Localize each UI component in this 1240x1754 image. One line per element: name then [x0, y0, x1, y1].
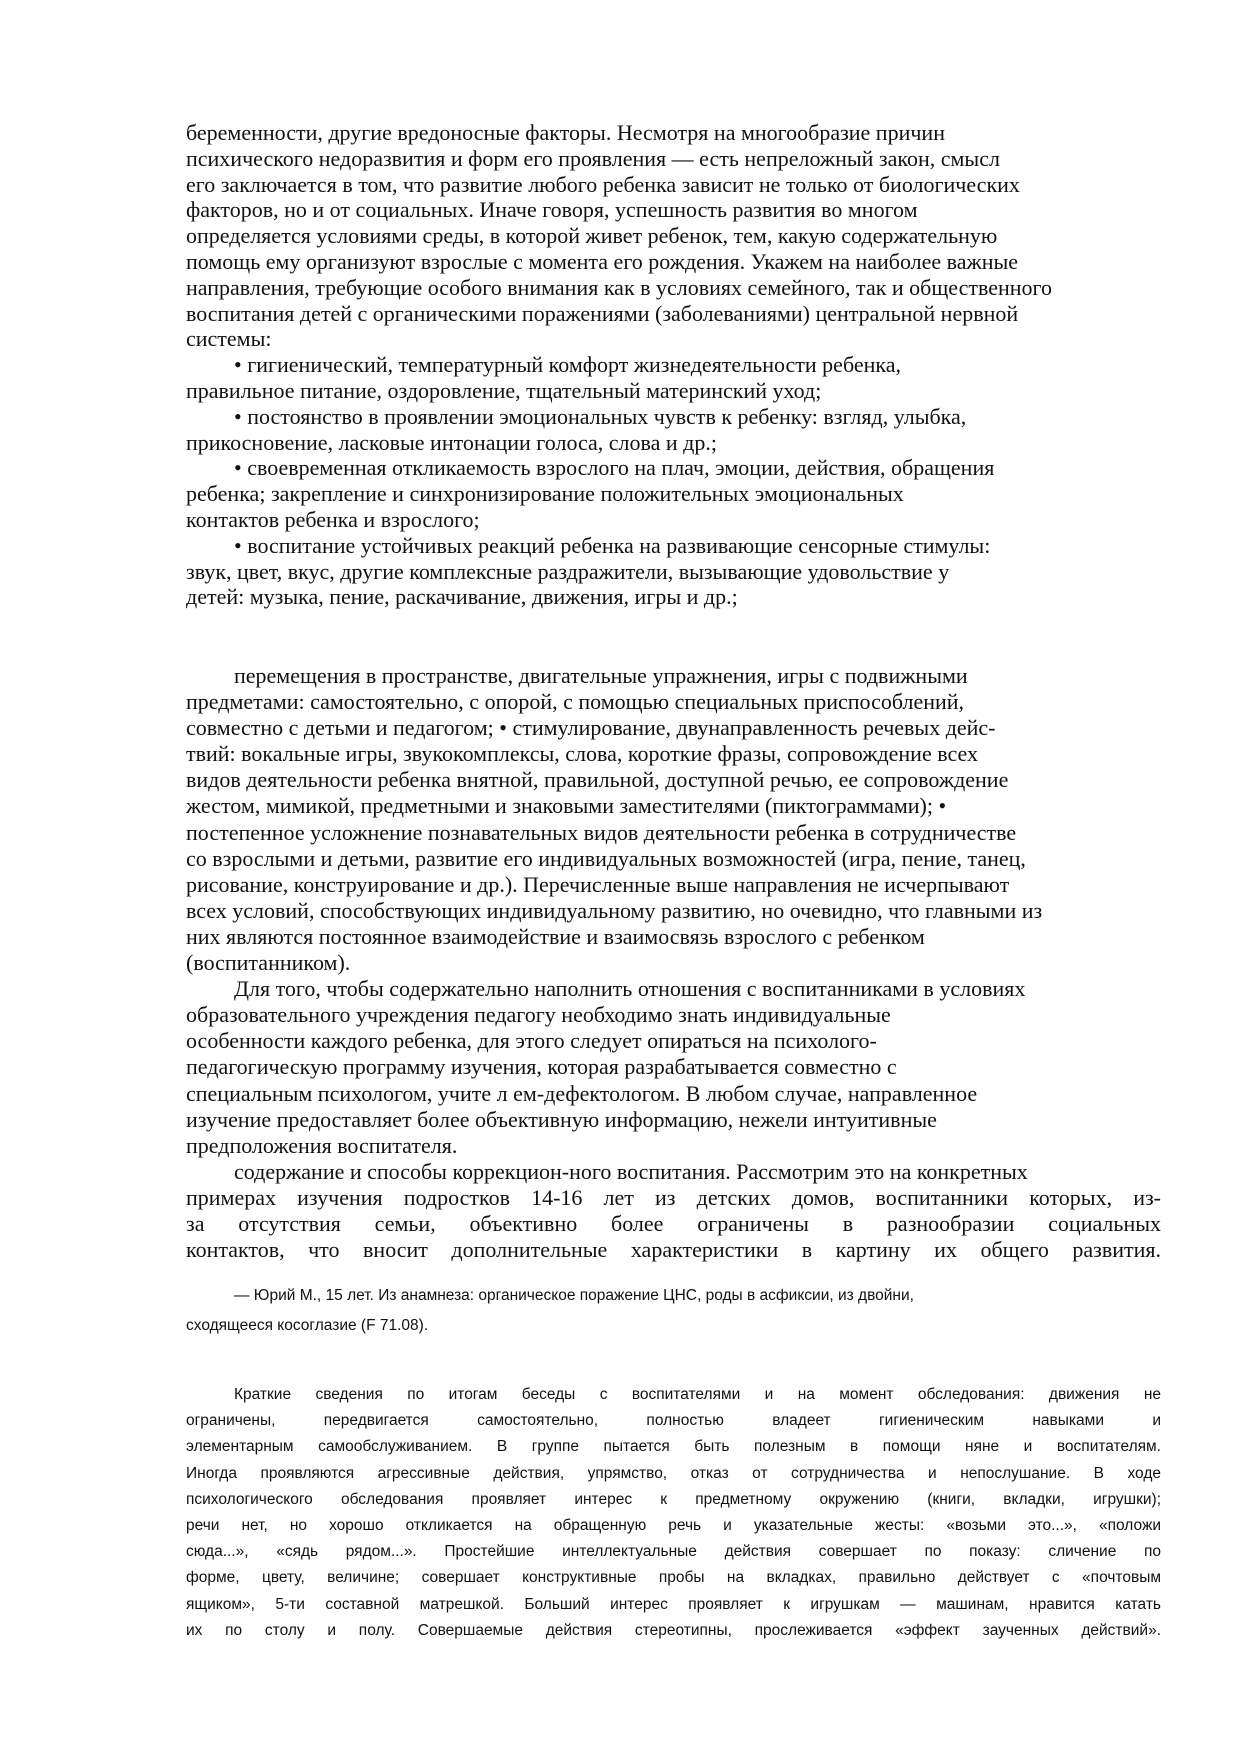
text-line: звук, цвет, вкус, другие комплексные раздражители, вызывающие удовольствие у	[186, 558, 950, 584]
text-line: Для того, чтобы содержательно наполнить отношения с воспитанниками в условиях	[234, 976, 1026, 1002]
text-line: направления, требующие особого внимания как в условиях семейного, так и общественного	[186, 274, 1053, 300]
text-line: предположения воспитателя.	[186, 1132, 458, 1158]
text-line: • постоянство в проявлении эмоциональных чувств к ребенку: взгляд, улыбка,	[234, 403, 967, 429]
text-line: них являются постоянное взаимодействие и взаимосвязь взрослого с ребенком	[186, 923, 925, 949]
text-line: факторов, но и от социальных. Иначе говоря, успешность развития во многом	[186, 197, 918, 223]
text-line: со взрослыми и детьми, развитие его индивидуальных возможностей (игра, пение, танец,	[186, 845, 1026, 871]
text-line: • гигиенический, температурный комфорт жизнедеятельности ребенка,	[234, 352, 902, 378]
text-line: Иногда проявляются агрессивные действия, упрямство, отказ от сотрудничества и непослушание. В ходе	[186, 1464, 1161, 1482]
text-line: психического недоразвития и форм его проявления — есть непреложный закон, смысл	[186, 145, 1000, 171]
text-line: их по столу и полу. Совершаемые действия стереотипны, прослеживается «эффект заученных действий».	[186, 1621, 1161, 1639]
text-line: совместно с детьми и педагогом; • стимулирование, двунаправленность речевых дейс-	[186, 715, 996, 741]
text-line: сходящееся косоглазие (F 71.08).	[186, 1317, 429, 1334]
text-line: контактов, что вносит дополнительные характеристики в картину их общего развития.	[186, 1237, 1161, 1263]
text-line: рисование, конструирование и др.). Перечисленные выше направления не исчерпывают	[186, 871, 1010, 897]
text-line: определяется условиями среды, в которой живет ребенок, тем, какую содержательную	[186, 223, 998, 249]
text-line: педагогическую программу изучения, которая разрабатывается совместно с	[186, 1054, 897, 1080]
text-line: детей: музыка, пение, раскачивание, движения, игры и др.;	[186, 584, 738, 610]
case-summary-paragraph	[186, 1382, 1161, 1644]
text-line: сюда...», «сядь рядом...». Простейшие интеллектуальные действия совершает по показу: сличение по	[186, 1543, 1161, 1561]
text-line: речи нет, но хорошо откликается на обращенную речь и указательные жесты: «возьми это...», «положи	[186, 1516, 1161, 1534]
text-line: беременности, другие вредоносные факторы. Несмотря на многообразие причин	[186, 120, 945, 145]
text-line: элементарным самообслуживанием. В группе пытается быть полезным в помощи няне и воспитателям.	[186, 1438, 1161, 1456]
text-line: ребенка; закрепление и синхронизирование положительных эмоциональных	[186, 481, 904, 507]
text-line: ограничены, передвигается самостоятельно, полностью владеет гигиеническим навыками и	[186, 1412, 1161, 1430]
text-line: всех условий, способствующих индивидуальному развитию, но очевидно, что главными из	[186, 897, 1043, 923]
text-line: его заключается в том, что развитие любого ребенка зависит не только от биологических	[186, 171, 1020, 197]
text-line: Краткие сведения по итогам беседы с воспитателями и на момент обследования: движения не	[234, 1386, 1161, 1403]
intro-paragraph-and-bullets	[186, 120, 1161, 610]
text-line: системы:	[186, 326, 272, 352]
main-paragraphs	[186, 663, 1161, 1263]
text-line: содержание и способы коррекцион-ного воспитания. Рассмотрим это на конкретных	[234, 1158, 1028, 1184]
text-line: прикосновение, ласковые интонации голоса, слова и др.;	[186, 429, 717, 455]
text-line: образовательного учреждения педагогу необходимо знать индивидуальные	[186, 1002, 891, 1028]
case-heading	[186, 1281, 1161, 1341]
text-line: • своевременная откликаемость взрослого на плач, эмоции, действия, обращения	[234, 455, 995, 481]
text-line: правильное питание, оздоровление, тщательный материнский уход;	[186, 377, 822, 403]
text-line: постепенное усложнение познавательных видов деятельности ребенка в сотрудничестве	[186, 819, 1017, 845]
text-line: за отсутствия семьи, объективно более ограничены в разнообразии социальных	[186, 1210, 1161, 1236]
text-line: предметами: самостоятельно, с опорой, с помощью специальных приспособлений,	[186, 689, 965, 715]
text-line: твий: вокальные игры, звукокомплексы, слова, короткие фразы, сопровождение всех	[186, 741, 978, 767]
text-line: ящиком», 5-ти составной матрешкой. Больший интерес проявляет к игрушкам — машинам, нравится катать	[186, 1595, 1161, 1613]
text-line: видов деятельности ребенка внятной, правильной, доступной речью, ее сопровождение	[186, 767, 1009, 793]
text-line: специальным психологом, учите л ем-дефектологом. В любом случае, направленное	[186, 1080, 978, 1106]
text-line: жестом, мимикой, предметными и знаковыми заместителями (пиктограммами); •	[186, 793, 947, 819]
text-line: — Юрий М., 15 лет. Из анамнеза: органическое поражение ЦНС, роды в асфиксии, из двойни,	[234, 1287, 914, 1304]
text-line: (воспитанником).	[186, 950, 351, 976]
text-line: контактов ребенка и взрослого;	[186, 506, 480, 532]
text-line: перемещения в пространстве, двигательные упражнения, игры с подвижными	[234, 663, 968, 688]
text-line: особенности каждого ребенка, для этого следует опираться на психолого-	[186, 1028, 877, 1054]
text-line: помощь ему организуют взрослые с момента его рождения. Укажем на наиболее важные	[186, 248, 1019, 274]
text-line: психологического обследования проявляет интерес к предметному окружению (книги, вкладки, игрушки);	[186, 1490, 1161, 1508]
text-line: воспитания детей с органическими поражениями (заболеваниями) центральной нервной	[186, 300, 1019, 326]
text-line: • воспитание устойчивых реакций ребенка на развивающие сенсорные стимулы:	[234, 532, 991, 558]
text-line: изучение предоставляет более объективную информацию, нежели интуитивные	[186, 1106, 937, 1132]
text-line: примерах изучения подростков 14-16 лет из детских домов, воспитанники которых, из-	[186, 1184, 1161, 1210]
text-line: форме, цвету, величине; совершает конструктивные пробы на вкладках, правильно действует с «почтовым	[186, 1569, 1161, 1587]
